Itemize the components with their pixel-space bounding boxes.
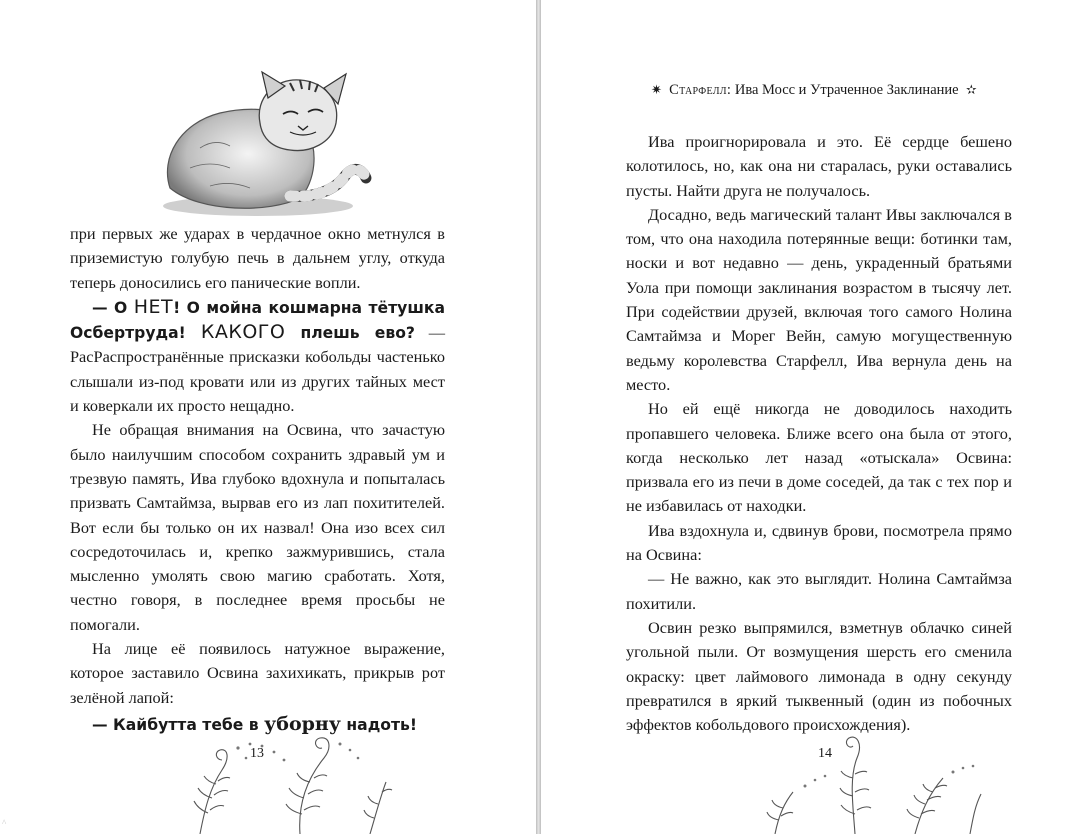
shout-text: надоть!: [340, 715, 418, 734]
right-page-text: [626, 130, 1012, 737]
running-head-title: Ива Мосс и Утраченное Заклинание: [731, 82, 959, 98]
cat-illustration: [140, 68, 380, 228]
shout-caps: НЕТ: [133, 295, 174, 318]
corner-mark: ^: [2, 818, 7, 828]
shout-paragraph: [70, 295, 445, 418]
paragraph: Ива проигнорировала и это. Её сердце бешено колотилось, но, как она ни старалась, руки оставались пусты. Найти друга не получалось.: [626, 132, 1012, 200]
paragraph: Ива вздохнула и, сдвинув брови, посмотрела прямо на Освина:: [626, 520, 1012, 565]
shout-text: ! О мойна кошмарна тётушка Осбертруда!: [70, 298, 445, 343]
paragraph: Досадно, ведь магический талант Ивы заключался в том, что она находила потерянные вещи: ботинки там, носки и вот недавно — день, украденный братьями Уола при помощи заклинания возрастом в тысячу лет. При содействии друзей, включая того самого Нолина Самтаймза и Морег Вейн, самую могущественную ведьму королевства Старфелл, Ива вернула день на место.: [626, 204, 1012, 394]
left-page: [0, 0, 536, 834]
fern-sprigs-illustration: [745, 722, 1005, 834]
paragraph: Освин резко выпрямился, взметнув облачко синей угольной пыли. От возмущения шерсть его сменила окраску: цвет лаймового лимонада в одну секунду превратился в яркий тыквенный (один из побочных эффектов кобольдового происхождения).: [626, 617, 1012, 735]
paragraph: Но ей ещё никогда не доводилось находить пропавшего человека. Ближе всего она была от этого, когда несколько лет назад «отыскала» Освина: призвала его из печи в доме соседей, да так с тех пор и не избавилась от находки.: [626, 399, 1012, 516]
left-page-text: [70, 222, 445, 737]
paragraph: Распространённые присказки кобольды частенько слышали из-под кровати или из других тайных мест и коверкали их просто нещадно.: [70, 347, 445, 416]
shout-text: — О: [92, 298, 134, 317]
paragraph: Не обращая внимания на Освина, что зачастую было наилучшим способом сохранить здравый ум и трезвую память, Ива глубоко вдохнула и попыталась призвать Самтаймза, вырвав его из лап похитителей. Вот если бы только он их назвал! Она изо всех сил сосредоточилась и, крепко зажмурившись, стала мысленно умолять свою магию сработать. Хотя, честно говоря, в последнее время просьбы не помогали.: [70, 420, 445, 634]
shout-big-word: уборну: [264, 712, 341, 735]
dialogue-tag: — Рас: [70, 323, 445, 367]
fern-sprigs-illustration: [180, 715, 420, 834]
dialogue-paragraph: — Не важно, как это выглядит. Нолина Самтаймза похитили.: [626, 569, 1012, 613]
page-number: 14: [818, 746, 832, 761]
star-outline-icon: ✫: [965, 82, 977, 97]
shout-caps: КАКОГО: [200, 321, 286, 344]
paragraph: На лице её появилось натужное выражение, которое заставило Освина захихикать, прикрыв рот зелёной лапой:: [70, 639, 445, 707]
running-head: [651, 82, 1011, 99]
star-icon: ✷: [651, 82, 662, 97]
paragraph: при первых же ударах в чердачное окно метнулся в приземистую голубую печь в дальнем углу, откуда теперь доносились его панические вопли.: [70, 224, 445, 292]
shout-text: — Кайбутта тебе в: [92, 715, 265, 734]
page-number: 13: [250, 746, 264, 761]
shout-text: плешь ево?: [285, 324, 415, 343]
running-head-series: Старфелл:: [669, 82, 732, 98]
